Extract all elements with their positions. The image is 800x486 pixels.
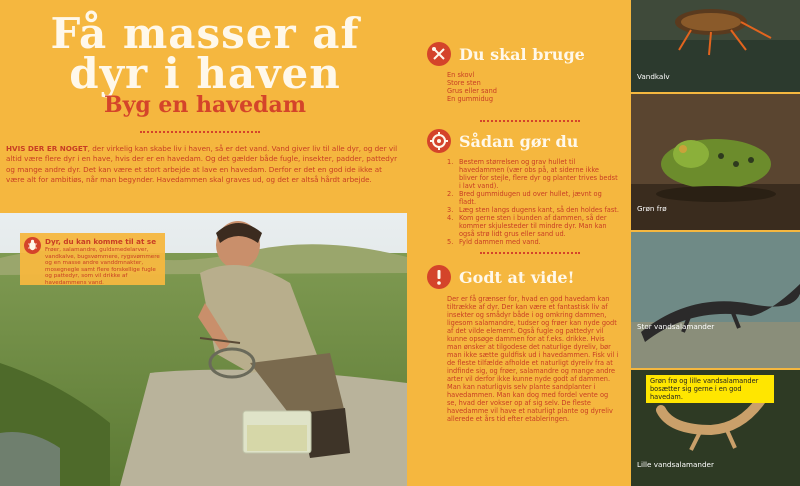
list-item: En gummidug	[447, 95, 494, 103]
tools-section-title: Du skal bruge	[459, 45, 585, 64]
step-number: 1.	[447, 158, 454, 166]
step-text: Bred gummidugen ud over hullet, jævnt og fladt.	[459, 190, 602, 206]
intro-lead: HVIS DER ER NOGET	[6, 144, 88, 153]
exclamation-icon	[427, 265, 451, 289]
howto-steps	[447, 158, 619, 246]
photo-gron-fro	[631, 94, 800, 230]
list-item: En skovl	[447, 71, 475, 79]
list-item	[447, 206, 619, 214]
beetle-icon	[24, 237, 41, 254]
step-text: Læg sten langs dugens kant, så den holdes fast.	[459, 206, 619, 214]
photo-stor-vandsalamander	[631, 232, 800, 368]
howto-section-title: Sådan gør du	[459, 132, 579, 151]
list-item	[447, 214, 619, 238]
photo-caption: Vandkalv	[637, 72, 670, 81]
dotted-divider	[480, 252, 580, 254]
animals-info-title: Dyr, du kan komme til at se	[45, 237, 157, 246]
photo-caption: Lille vandsalamander	[637, 460, 714, 469]
step-text: Kom gerne sten i bunden af dammen, så der kommer skjulesteder til mindre dyr. Man kan også strø lidt grus eller sand ud.	[459, 214, 607, 238]
photo-caption: Stor vandsalamander	[637, 322, 715, 331]
tools-list	[447, 71, 497, 103]
title-line-1: Få masser af	[50, 9, 360, 58]
animals-info-text: Frøer, salamandre, guldsmedelarver, vandkalve, bugsvømmere, rygsvømmere og en masse andre vanddmnakter, mosegnegle samt flere forskellige fugle og pattedyr, som vil drikke af havedammens vand.	[45, 247, 160, 286]
step-number: 3.	[447, 206, 454, 214]
page-subtitle: Byg en havedam	[103, 92, 307, 118]
step-text: Bestem størrelsen og grav hullet til havedammen (vær obs på, at siderne ikke bliver for stejle, flere dyr og planter trives bedst i lavt vand).	[459, 158, 618, 190]
step-number: 2.	[447, 190, 454, 198]
intro-paragraph	[6, 144, 402, 186]
list-item	[447, 238, 619, 246]
intro-body: , der virkelig kan skabe liv i haven, så er det vand. Vand giver liv til alle dyr, og der vil altid være flere dyr i en have, hvis der er en havedam. Og det gælder både fugle, insekter, padder, pattedyr og mange andre dyr. Det kan være et stort arbejde at lave en havedam. Derfor er det en god ide ikke at være alt for ambitiøs, når man begynder. Havedammen skal graves ud, og det er altså hårdt arbejde.	[6, 144, 398, 185]
dotted-divider	[480, 120, 580, 122]
facts-paragraph: Der er få grænser for, hvad en god havedam kan tiltrække af dyr. Der kan være et fantastisk liv af insekter og smådyr både i og omkring dammen, ligesom salamandre, tudser og frøer kan nyde godt af det vilde element. Også fugle og pattedyr vil kunne opsøge dammen for at f.eks. drikke. Hvis man ønsker at tilgodese det naturlige dyreliv, bør man ikke sætte guldfisk ud i havedammen. Fisk vil i de fleste tilfælde afholde et naturligt dyreliv fra at indfinde sig, og frøer, salamandre og mange andre arter vil derfor ikke kunne nyde godt af dammen. Man kan naturligvis selv plante sandplanter i havedammen. Man kan dog med fordel vente og se, hvad der vokser op af sig selv. De fleste havedamme vil have et naturligt plante og dyreliv allerede et års tid efter etableringen.	[447, 295, 619, 423]
list-item: Store sten	[447, 79, 481, 87]
gear-icon	[427, 129, 451, 153]
dotted-divider	[140, 131, 260, 133]
title-line-2: dyr i haven	[69, 49, 341, 98]
step-number: 4.	[447, 214, 454, 222]
photo-vandkalv	[631, 0, 800, 92]
tools-icon	[427, 42, 451, 66]
list-item: Grus eller sand	[447, 87, 497, 95]
photo-caption: Grøn frø	[637, 204, 667, 213]
page-title	[0, 9, 410, 98]
list-item	[447, 158, 619, 190]
step-number: 5.	[447, 238, 454, 246]
photo-callout: Grøn frø og lille vandsalamander bosætter sig gerne i en god havedam.	[646, 375, 774, 403]
list-item	[447, 190, 619, 206]
step-text: Fyld dammen med vand.	[459, 238, 541, 246]
facts-section-title: Godt at vide!	[459, 268, 575, 287]
animals-info-box	[20, 233, 165, 285]
